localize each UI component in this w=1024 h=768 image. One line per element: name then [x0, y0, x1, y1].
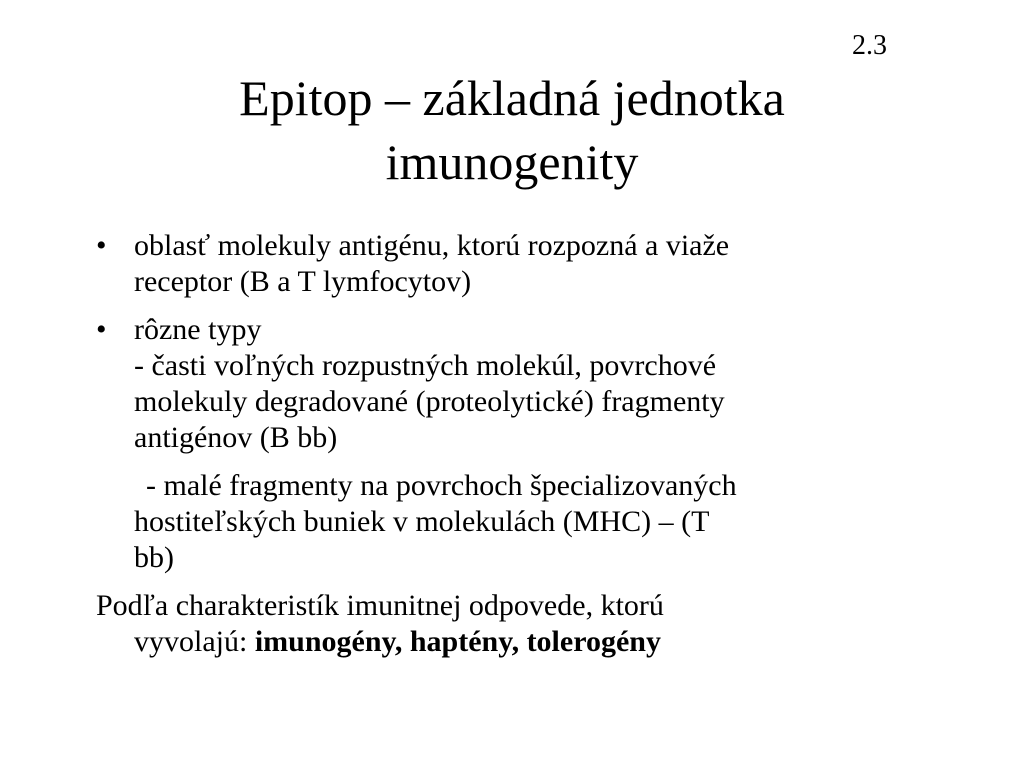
bullet-icon: •: [96, 229, 107, 262]
closing-paragraph: [96, 588, 946, 660]
slide-title: [0, 66, 1024, 194]
sub-item-line-1: - malé fragmenty na povrchoch špecializovaných: [146, 469, 737, 502]
closing-line-2-prefix: vyvolajú:: [134, 625, 255, 658]
bullet-1-line-1: oblasť molekuly antigénu, ktorú rozpozná a viaže: [134, 229, 730, 262]
bullet-item-types: [96, 312, 946, 456]
slide-number: 2.3: [852, 30, 887, 61]
title-line-2: imunogenity: [385, 134, 639, 190]
slide-body: [96, 228, 946, 660]
bullet-2-line-2: - časti voľných rozpustných molekúl, povrchové: [134, 349, 717, 382]
title-line-1: Epitop – základná jednotka: [239, 70, 785, 126]
sub-item-mhc-fragments: [96, 468, 946, 576]
bullet-2-line-1: rôzne typy: [134, 313, 262, 346]
bullet-icon: •: [96, 313, 107, 346]
sub-item-line-3: bb): [134, 541, 174, 574]
bullet-2-line-4: antigénov (B bb): [134, 421, 338, 454]
bullet-item-epitope-definition: [96, 228, 946, 300]
bullet-1-line-2: receptor (B a T lymfocytov): [134, 265, 472, 298]
closing-line-2-emphasis: imunogény, haptény, tolerogény: [254, 625, 661, 658]
bullet-2-line-3: molekuly degradované (proteolytické) fragmenty: [134, 385, 725, 418]
sub-item-line-2: hostiteľských buniek v molekulách (MHC) – (T: [134, 505, 710, 538]
closing-line-1: Podľa charakteristík imunitnej odpovede, ktorú: [96, 589, 664, 622]
closing-line-2: [134, 624, 946, 660]
